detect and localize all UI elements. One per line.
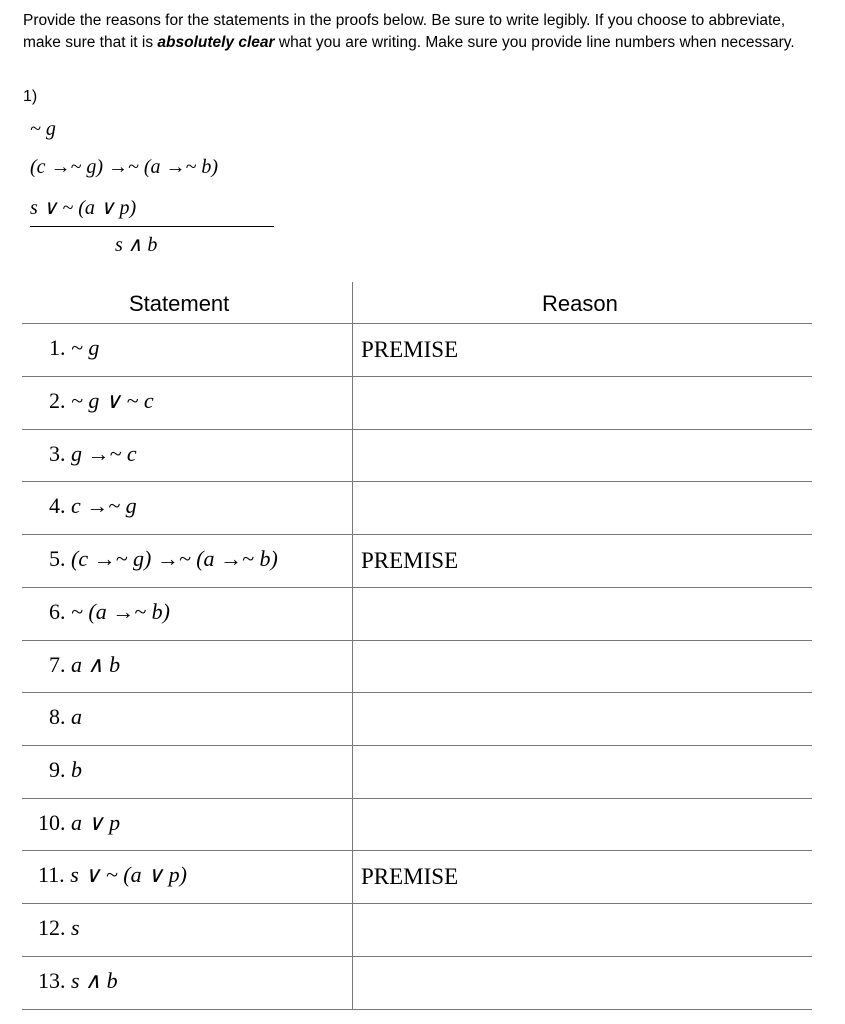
- problem-number: 1): [23, 88, 38, 105]
- statement-cell: [49, 652, 120, 678]
- statement-cell: [49, 388, 154, 414]
- reason-cell[interactable]: PREMISE: [361, 337, 459, 362]
- statement-cell: [38, 862, 187, 888]
- column-divider: [352, 282, 353, 1010]
- instructions-text-2: what you are writing. Make sure you provide line numbers when necessary.: [274, 34, 795, 51]
- statement-cell: [38, 915, 80, 941]
- statement-expression: a: [71, 704, 82, 729]
- line-number: 10.: [38, 810, 66, 835]
- statement-cell: [49, 335, 99, 361]
- line-number: 13.: [38, 968, 66, 993]
- statement-cell: [49, 757, 82, 783]
- line-number: 7.: [49, 652, 66, 677]
- statement-expression: c →~ g: [71, 493, 137, 518]
- row-divider: [22, 903, 812, 904]
- statement-expression: a ∨ p: [71, 810, 121, 835]
- statement-header: Statement: [129, 291, 230, 316]
- row-divider: [22, 587, 812, 588]
- statement-cell: [49, 704, 82, 730]
- row-divider: [22, 956, 812, 957]
- statement-expression: s ∧ b: [71, 968, 118, 993]
- premise-3: s ∨ ~ (a ∨ p): [30, 197, 137, 219]
- proof-table: [22, 282, 812, 1010]
- statement-expression: ~ (a →~ b): [71, 599, 170, 624]
- premise-2: (c →~ g) →~ (a →~ b): [30, 156, 218, 178]
- statement-expression: s: [71, 915, 80, 940]
- line-number: 3.: [49, 441, 66, 466]
- statement-expression: ~ g: [71, 335, 100, 360]
- row-divider: [22, 745, 812, 746]
- row-divider: [22, 1009, 812, 1010]
- row-divider: [22, 323, 812, 324]
- instructions: [23, 10, 813, 54]
- statement-cell: [49, 599, 170, 625]
- row-divider: [22, 534, 812, 535]
- premise-1: ~ g: [30, 118, 56, 140]
- reason-cell[interactable]: PREMISE: [361, 864, 459, 889]
- line-number: 11.: [38, 862, 65, 887]
- row-divider: [22, 798, 812, 799]
- statement-cell: [49, 493, 137, 519]
- row-divider: [22, 692, 812, 693]
- row-divider: [22, 481, 812, 482]
- line-number: 8.: [49, 704, 66, 729]
- statement-expression: g →~ c: [71, 441, 137, 466]
- statement-expression: (c →~ g) →~ (a →~ b): [71, 546, 278, 571]
- statement-expression: ~ g ∨ ~ c: [71, 388, 154, 413]
- line-number: 2.: [49, 388, 66, 413]
- line-number: 4.: [49, 493, 66, 518]
- statement-expression: a ∧ b: [71, 652, 121, 677]
- statement-expression: b: [71, 757, 82, 782]
- statement-cell: [38, 810, 120, 836]
- reason-header: Reason: [542, 291, 618, 316]
- row-divider: [22, 376, 812, 377]
- conclusion: s ∧ b: [115, 234, 158, 256]
- statement-cell: [49, 441, 137, 467]
- line-number: 1.: [49, 335, 66, 360]
- row-divider: [22, 850, 812, 851]
- instructions-emphasis: absolutely clear: [157, 34, 275, 51]
- row-divider: [22, 640, 812, 641]
- line-number: 6.: [49, 599, 66, 624]
- line-number: 12.: [38, 915, 66, 940]
- statement-cell: [49, 546, 278, 572]
- statement-cell: [38, 968, 118, 994]
- statement-expression: s ∨ ~ (a ∨ p): [70, 862, 188, 887]
- conclusion-divider: [30, 226, 274, 227]
- instructions-text-1: Provide the reasons for the statements in the proofs below. Be sure to write legibly. If you choose to abbreviate, make sure that it is: [23, 12, 786, 51]
- reason-cell[interactable]: PREMISE: [361, 548, 459, 573]
- line-number: 9.: [49, 757, 66, 782]
- line-number: 5.: [49, 546, 66, 571]
- row-divider: [22, 429, 812, 430]
